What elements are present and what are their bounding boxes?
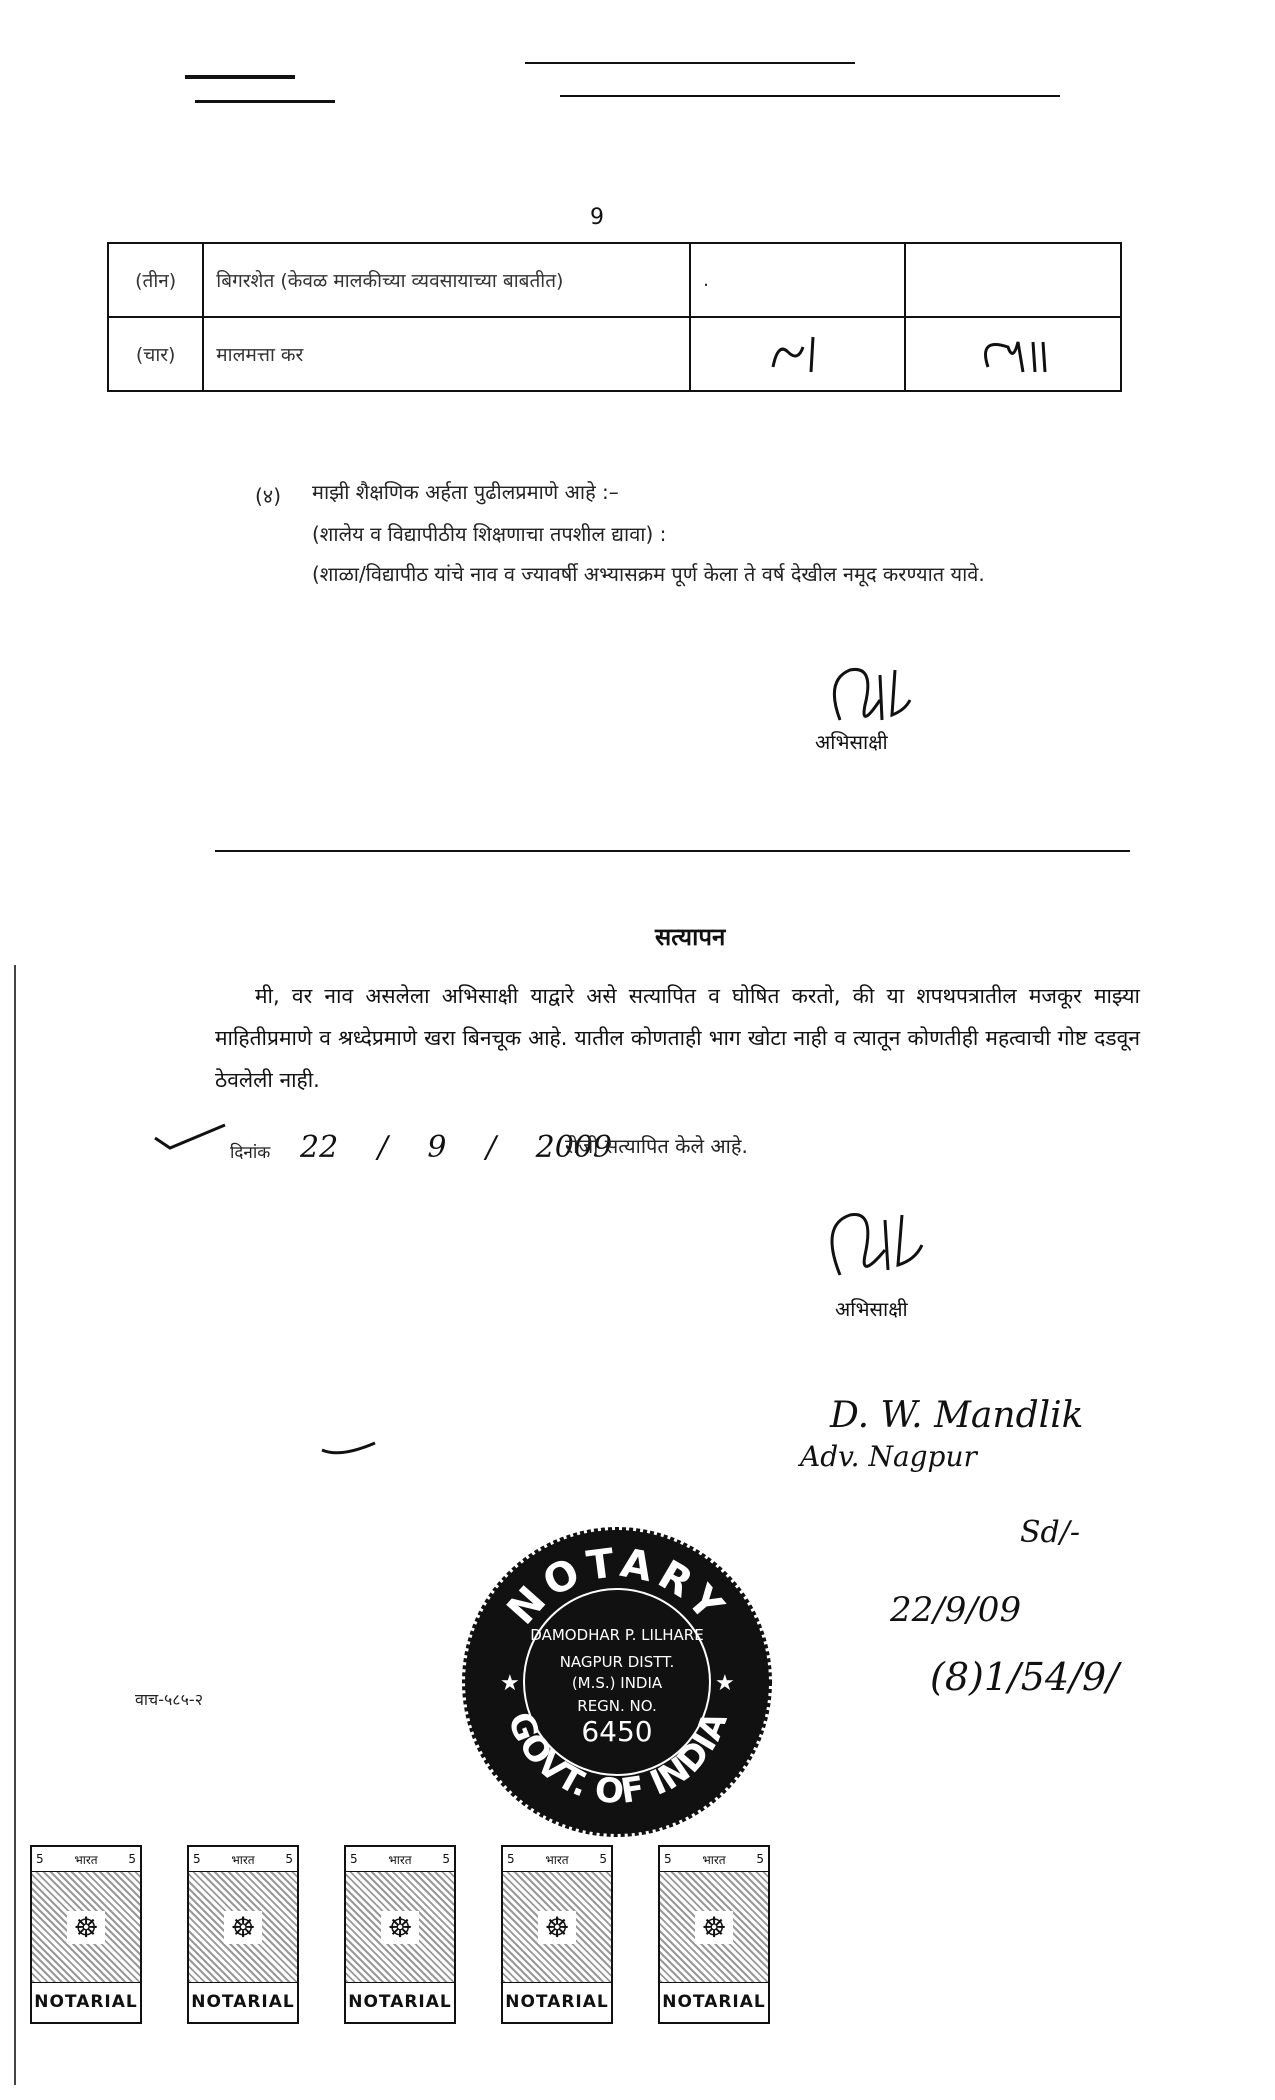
stamp-value: 5 (664, 1852, 672, 1866)
stamp-value: 5 (285, 1852, 293, 1866)
page-number: 9 (590, 205, 604, 230)
handwritten-date: 22/9/09 (890, 1590, 1022, 1630)
emblem-icon: ☸ (224, 1911, 261, 1944)
initial-signature (703, 322, 873, 382)
scan-artifact (14, 965, 16, 2085)
stamp-label: NOTARIAL (346, 1982, 454, 2021)
emblem-icon: ☸ (695, 1911, 732, 1944)
handwritten-sd: Sd/- (1020, 1515, 1080, 1550)
tick-mark (320, 1440, 380, 1460)
initial-signature (918, 322, 1088, 382)
education-line-1: माझी शैक्षणिक अर्हता पुढीलप्रमाणे आहे :– (312, 480, 619, 504)
property-table (107, 242, 1122, 392)
table-row (108, 317, 1121, 391)
reference-note: वाच-५८५-२ (135, 1690, 204, 1709)
seal-line-2: (M.S.) INDIA (571, 1674, 663, 1692)
star-icon: ★ (500, 1671, 520, 1696)
notary-name-handwritten: D. W. Mandlik (830, 1395, 1084, 1436)
scan-artifact (560, 95, 1060, 97)
seal-line-3: REGN. NO. (577, 1697, 657, 1715)
date-suffix: रोजी सत्यापित केले आहे. (565, 1134, 748, 1158)
deponent-label: अभिसाक्षी (815, 730, 888, 754)
stamp-country: भारत (74, 1852, 98, 1867)
row-value: . (690, 243, 906, 317)
education-number: (४) (255, 484, 282, 508)
stamp-value: 5 (193, 1852, 201, 1866)
stamp-country: भारत (388, 1852, 412, 1867)
scan-artifact (185, 75, 295, 79)
stamp-label: NOTARIAL (32, 1982, 140, 2021)
verification-body: मी, वर नाव असलेला अभिसाक्षी याद्वारे असे सत्यापित व घोषित करतो, की या शपथपत्रातील मजकूर माझ्या माहितीप्रमाणे व श्रध्देप्रमाणे खरा बिनचूक आहे. यातील कोणताही भाग खोटा नाही व त्यातून कोणतीही महत्वाची गोष्ट दडवून ठेवलेली नाही. (215, 984, 1140, 1092)
scan-artifact (195, 100, 335, 103)
stamp-value: 5 (128, 1852, 136, 1866)
deponent-signature (810, 1205, 960, 1295)
row-signature-cell (690, 317, 906, 391)
date-value: 22 / 9 / 2009 (300, 1130, 612, 1165)
stamp-value: 5 (350, 1852, 358, 1866)
deponent-label-2: अभिसाक्षी (835, 1297, 908, 1321)
seal-graphic (460, 1525, 775, 1840)
divider (215, 850, 1130, 852)
emblem-icon: ☸ (67, 1911, 104, 1944)
seal-regn-number: 6450 (581, 1715, 653, 1748)
scan-artifact (525, 62, 855, 64)
education-line-2: (शालेय व विद्यापीठीय शिक्षणाचा तपशील द्यावा) : (312, 522, 667, 546)
seal-line-1: NAGPUR DISTT. (559, 1653, 675, 1671)
verification-heading: सत्यापन (655, 923, 726, 951)
stamp-country: भारत (702, 1852, 726, 1867)
stamp-value: 5 (756, 1852, 764, 1866)
notarial-stamp (501, 1845, 613, 2024)
emblem-icon: ☸ (538, 1911, 575, 1944)
notarial-stamp (187, 1845, 299, 2024)
row-signature-cell (905, 317, 1121, 391)
row-label: मालमत्ता कर (203, 317, 690, 391)
row-number: (चार) (108, 317, 203, 391)
seal-name: DAMODHAR P. LILHARE (530, 1626, 704, 1644)
seal-top-text: NOTARY (498, 1540, 736, 1634)
emblem-icon: ☸ (381, 1911, 418, 1944)
row-label: बिगरशेत (केवळ मालकीच्या व्यवसायाच्या बाबतीत) (203, 243, 690, 317)
row-value (905, 243, 1121, 317)
seal-bottom-text: GOVT. OF INDIA (499, 1706, 736, 1813)
stamp-value: 5 (442, 1852, 450, 1866)
stamp-value: 5 (36, 1852, 44, 1866)
education-line-3: (शाळा/विद्यापीठ यांचे नाव व ज्यावर्षी अभ्यासक्रम पूर्ण केला ते वर्ष देखील नमूद करण्यात यावे. (312, 562, 985, 586)
row-number: (तीन) (108, 243, 203, 317)
stamp-value: 5 (507, 1852, 515, 1866)
stamp-label: NOTARIAL (660, 1982, 768, 2021)
table-row (108, 243, 1121, 317)
stamp-country: भारत (545, 1852, 569, 1867)
notary-place-handwritten: Adv. Nagpur (800, 1440, 977, 1473)
star-icon: ★ (715, 1671, 735, 1696)
stamp-label: NOTARIAL (189, 1982, 297, 2021)
notary-seal (460, 1525, 775, 1840)
stamp-label: NOTARIAL (503, 1982, 611, 2021)
date-prefix: दिनांक (230, 1143, 271, 1163)
handwritten-register-no: (8)1/54/9/ (930, 1655, 1119, 1699)
notarial-stamp (30, 1845, 142, 2024)
stamp-country: भारत (231, 1852, 255, 1867)
stamp-value: 5 (599, 1852, 607, 1866)
tick-mark (150, 1120, 230, 1150)
notarial-stamp (344, 1845, 456, 2024)
notarial-stamp (658, 1845, 770, 2024)
